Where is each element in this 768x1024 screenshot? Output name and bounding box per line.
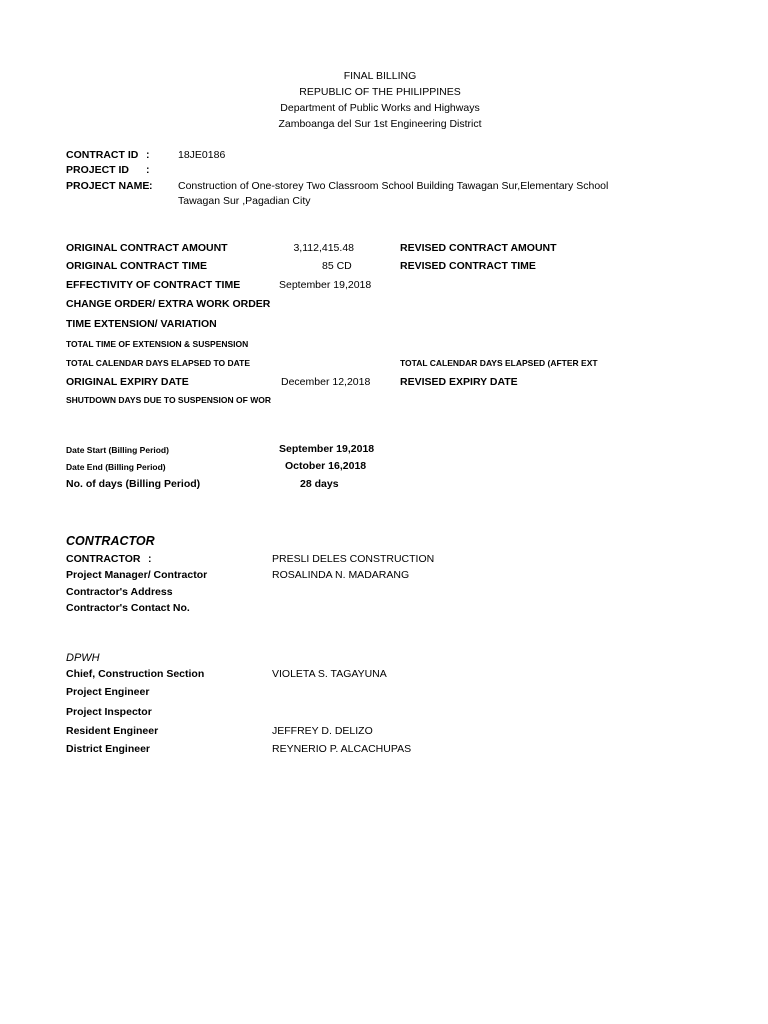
original-amount-label: ORIGINAL CONTRACT AMOUNT (66, 242, 228, 254)
contractor-value: PRESLI DELES CONSTRUCTION (272, 553, 435, 565)
resident-engineer-label: Resident Engineer (66, 725, 159, 737)
chief-construction-label: Chief, Construction Section (66, 668, 205, 680)
days-elapsed-after-label: TOTAL CALENDAR DAYS ELAPSED (AFTER EXT (400, 358, 598, 368)
project-id-colon: : (146, 164, 150, 176)
dpwh-heading: DPWH (66, 652, 100, 664)
project-manager-value: ROSALINDA N. MADARANG (272, 569, 410, 581)
contractor-colon: : (148, 553, 152, 565)
revised-time-label: REVISED CONTRACT TIME (400, 260, 536, 272)
revised-expiry-label: REVISED EXPIRY DATE (400, 376, 518, 388)
days-elapsed-label: TOTAL CALENDAR DAYS ELAPSED TO DATE (66, 358, 251, 368)
project-id-label: PROJECT ID (66, 164, 130, 176)
district-engineer-value: REYNERIO P. ALCACHUPAS (272, 743, 412, 755)
billing-days-value: 28 days (300, 478, 339, 490)
time-extension-label: TIME EXTENSION/ VARIATION (66, 318, 217, 330)
original-time-label: ORIGINAL CONTRACT TIME (66, 260, 207, 272)
effectivity-label: EFFECTIVITY OF CONTRACT TIME (66, 279, 241, 291)
contract-id-label: CONTRACT ID (66, 149, 139, 161)
doc-title: FINAL BILLING (343, 70, 417, 82)
original-expiry-value: December 12,2018 (281, 376, 371, 388)
contractor-address-label: Contractor's Address (66, 586, 173, 598)
chief-construction-value: VIOLETA S. TAGAYUNA (272, 668, 387, 680)
resident-engineer-value: JEFFREY D. DELIZO (272, 725, 373, 737)
project-name-line2: Tawagan Sur ,Pagadian City (178, 195, 311, 207)
original-amount-value: 3,112,415.48 (293, 242, 354, 254)
contractor-heading: CONTRACTOR (66, 534, 155, 548)
header-country: REPUBLIC OF THE PHILIPPINES (299, 86, 461, 98)
contract-id-value: 18JE0186 (178, 149, 226, 161)
project-inspector-label: Project Inspector (66, 706, 152, 718)
project-engineer-label: Project Engineer (66, 686, 150, 698)
date-end-label: Date End (Billing Period) (66, 462, 166, 472)
project-manager-label: Project Manager/ Contractor (66, 569, 208, 581)
date-start-label: Date Start (Billing Period) (66, 445, 169, 455)
billing-days-label: No. of days (Billing Period) (66, 478, 201, 490)
change-order-label: CHANGE ORDER/ EXTRA WORK ORDER (66, 298, 271, 310)
shutdown-label: SHUTDOWN DAYS DUE TO SUSPENSION OF WOR (66, 395, 271, 405)
project-name-label: PROJECT NAME (66, 180, 150, 192)
header-district: Zamboanga del Sur 1st Engineering District (278, 118, 482, 130)
original-time-value: 85 CD (322, 260, 352, 272)
project-name-colon: : (149, 180, 153, 192)
original-expiry-label: ORIGINAL EXPIRY DATE (66, 376, 189, 388)
project-name-line1: Construction of One-storey Two Classroom School Building Tawagan Sur,Elementary School (178, 180, 609, 192)
contract-id-colon: : (146, 149, 150, 161)
header-department: Department of Public Works and Highways (280, 102, 480, 114)
contractor-label: CONTRACTOR (66, 553, 141, 565)
revised-amount-label: REVISED CONTRACT AMOUNT (400, 242, 557, 254)
district-engineer-label: District Engineer (66, 743, 151, 755)
date-end-value: October 16,2018 (285, 460, 367, 472)
date-start-value: September 19,2018 (279, 443, 375, 455)
total-extension-label: TOTAL TIME OF EXTENSION & SUSPENSION (66, 339, 249, 349)
effectivity-value: September 19,2018 (279, 279, 372, 291)
contractor-contact-label: Contractor's Contact No. (66, 602, 190, 614)
